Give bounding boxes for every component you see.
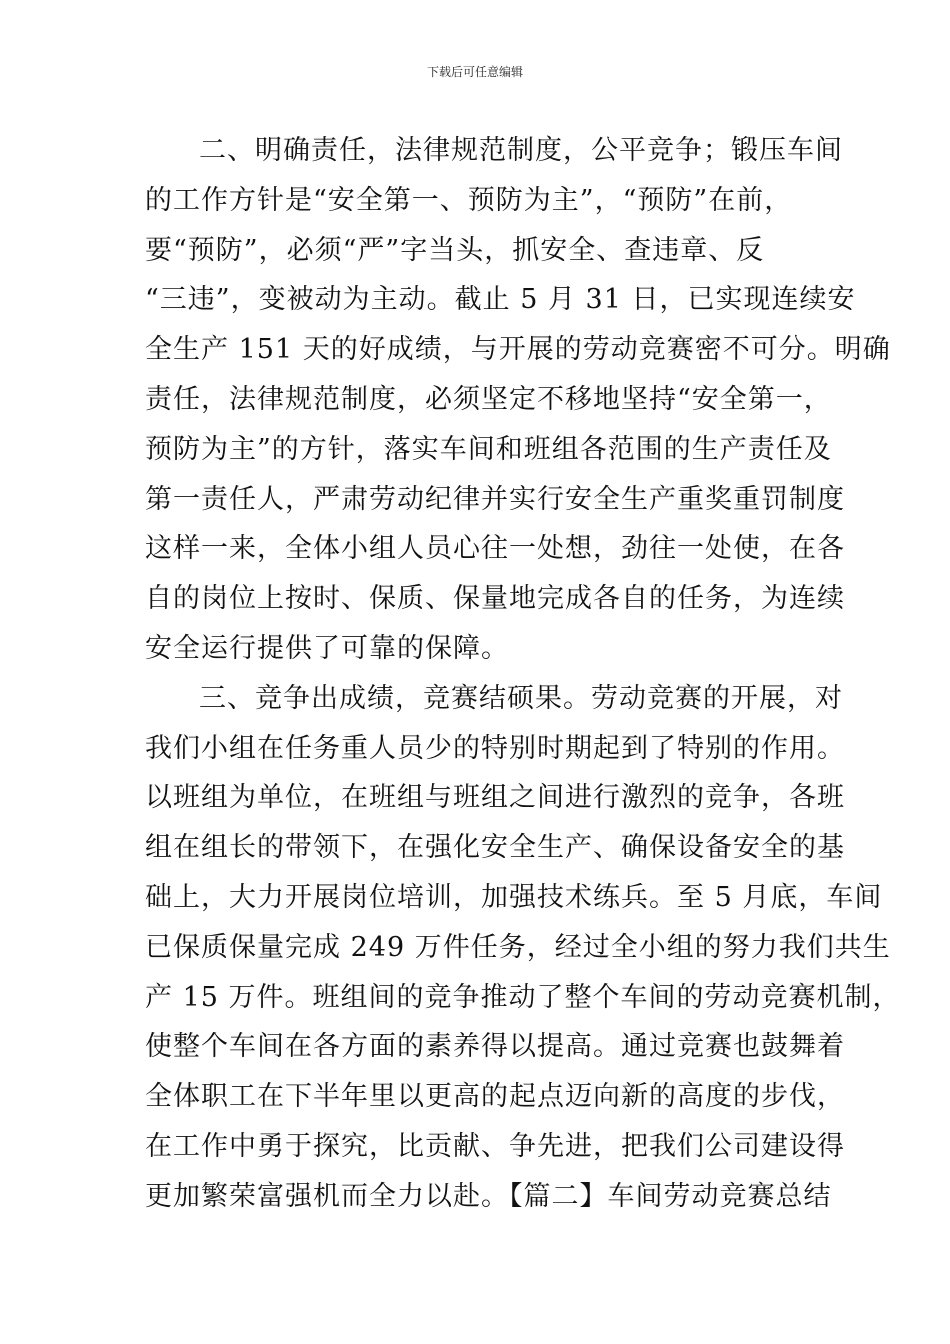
paragraph-3-line-1: 三、竞争出成绩，竞赛结硕果。劳动竞赛的开展，对 [199,682,843,714]
paragraph-2-line-3: 要“预防”，必须“严”字当头，抓安全、查违章、反 [145,234,765,266]
paragraph-2-line-1: 二、明确责任，法律规范制度，公平竞争；锻压车间 [199,135,843,166]
paragraph-2-line-11: 安全运行提供了可靠的保障。 [145,632,509,664]
paragraph-3-line-11: 更加繁荣富强机而全力以赴。【篇二】车间劳动竞赛总结 [145,1180,832,1212]
paragraph-3-line-6: 已保质保量完成 249 万件任务，经过全小组的努力我们共生 [145,931,891,963]
paragraph-2-line-5: 全生产 151 天的好成绩，与开展的劳动竞赛密不可分。明确 [145,334,891,366]
paragraph-2-line-7: 预防为主”的方针，落实车间和班组各范围的生产责任及 [145,433,832,465]
document-body [145,126,901,1222]
paragraph-2-line-4: “三违”，变被动为主动。截止 5 月 31 日，已实现连续安 [145,284,856,316]
paragraph-2-line-6: 责任，法律规范制度，必须坚定不移地坚持“安全第一， [145,383,832,415]
paragraph-3-line-7: 产 15 万件。班组间的竞争推动了整个车间的劳动竞赛机制， [145,981,901,1013]
paragraph-3-line-3: 以班组为单位，在班组与班组之间进行激烈的竞争，各班 [145,782,845,814]
paragraph-3-line-8: 使整个车间在各方面的素养得以提高。通过竞赛也鼓舞着 [145,1031,845,1063]
paragraph-2-line-8: 第一责任人，严肃劳动纪律并实行安全生产重奖重罚制度 [145,483,845,515]
paragraph-2-line-2: 的工作方针是“安全第一、预防为主”，“预防”在前， [145,184,793,216]
paragraph-3-line-4: 组在组长的带领下，在强化安全生产、确保设备安全的基 [145,832,845,864]
page-header-note: 下载后可任意编辑 [426,65,523,79]
paragraph-2-line-10: 自的岗位上按时、保质、保量地完成各自的任务，为连续 [145,583,845,615]
paragraph-3-line-2: 我们小组在任务重人员少的特别时期起到了特别的作用。 [145,732,845,764]
paragraph-3-line-9: 全体职工在下半年里以更高的起点迈向新的高度的步伐， [145,1081,845,1113]
paragraph-3-line-10: 在工作中勇于探究，比贡献、争先进，把我们公司建设得 [145,1130,845,1162]
paragraph-2-line-9: 这样一来，全体小组人员心往一处想，劲往一处使，在各 [145,533,845,565]
paragraph-3-line-5: 础上，大力开展岗位培训，加强技术练兵。至 5 月底，车间 [145,881,883,913]
